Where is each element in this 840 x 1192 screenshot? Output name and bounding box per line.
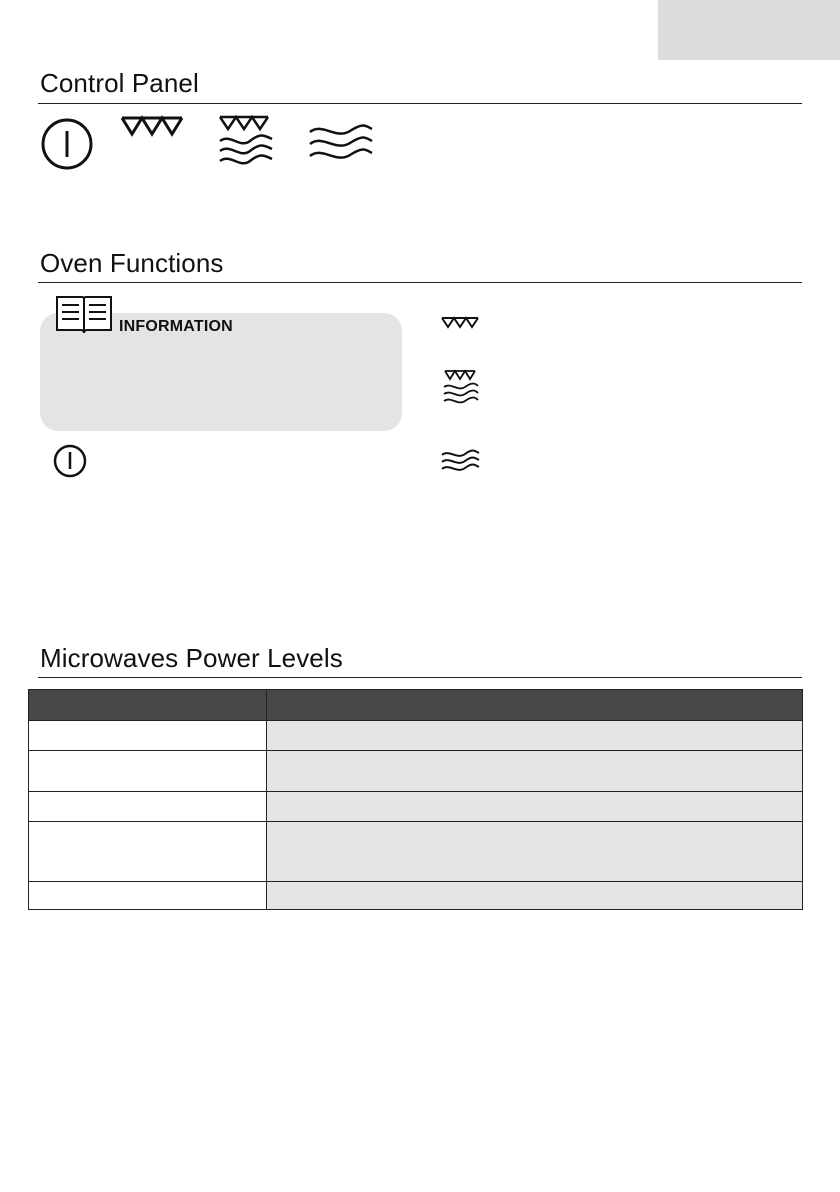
combi-grill-microwave-icon (442, 369, 480, 405)
power-description-cell (267, 721, 803, 751)
section-divider (38, 282, 802, 283)
power-level-cell (29, 721, 267, 751)
power-level-cell (29, 822, 267, 882)
section-divider (38, 103, 802, 104)
table-row (29, 792, 803, 822)
table-row (29, 882, 803, 910)
power-description-cell (267, 792, 803, 822)
power-levels-title: Microwaves Power Levels (40, 643, 343, 673)
power-icon[interactable] (40, 117, 94, 171)
microwave-icon (441, 449, 481, 473)
power-description-cell (267, 751, 803, 792)
power-level-cell (29, 751, 267, 792)
page-corner-tab (658, 0, 840, 60)
section-divider (38, 677, 802, 678)
information-label: INFORMATION (119, 318, 233, 335)
table-row (29, 822, 803, 882)
table-row (29, 721, 803, 751)
table-row (29, 751, 803, 792)
table-header-cell (29, 690, 267, 721)
power-description-cell (267, 822, 803, 882)
grill-icon (441, 316, 481, 329)
power-description-cell (267, 882, 803, 910)
control-panel-title: Control Panel (40, 68, 199, 98)
grill-icon[interactable] (120, 115, 186, 137)
power-level-cell (29, 882, 267, 910)
combi-grill-microwave-icon[interactable] (216, 114, 274, 168)
oven-functions-title: Oven Functions (40, 248, 224, 278)
table-header-row (29, 690, 803, 721)
book-icon (55, 295, 113, 335)
power-icon (53, 444, 87, 478)
power-level-cell (29, 792, 267, 822)
microwave-icon[interactable] (308, 122, 374, 162)
power-levels-table (28, 689, 803, 910)
table-header-cell (267, 690, 803, 721)
